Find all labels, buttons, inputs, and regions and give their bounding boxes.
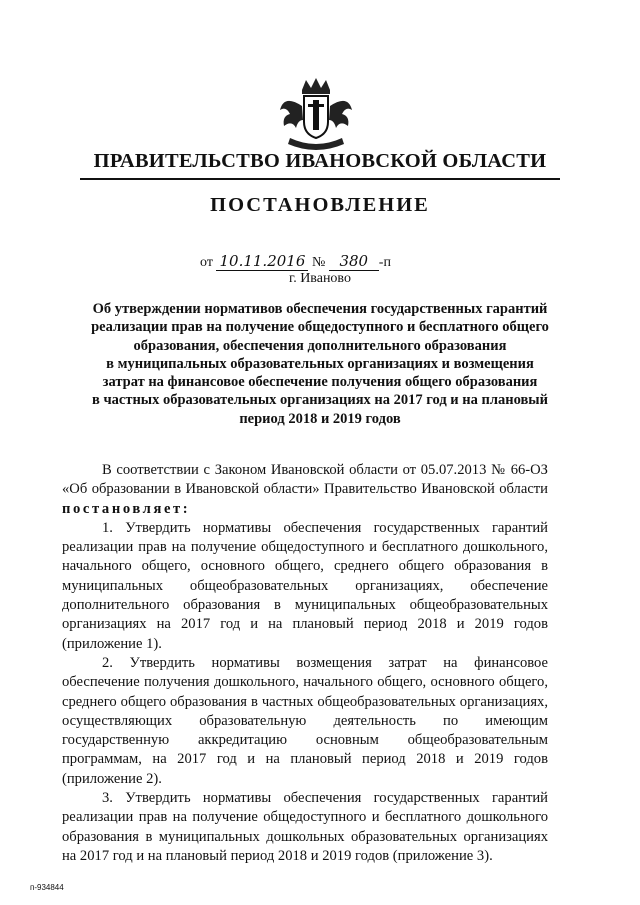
document-date: 10.11.2016	[216, 252, 308, 271]
intro-text: В соответствии с Законом Ивановской области от 05.07.2013 № 66-ОЗ «Об образовании в Ивановской области» Правительство Ивановской области	[62, 462, 548, 498]
document-body	[62, 461, 548, 866]
decree-word: постановляет:	[62, 500, 191, 517]
heading-line: период 2018 и 2019 годов	[239, 410, 401, 427]
heading-line: образования, обеспечения дополнительного образования	[133, 337, 507, 354]
item-paragraph: 3. Утвердить нормативы обеспечения государственных гарантий реализации прав на получение общедоступного и бесплатного дошкольного образования в муниципальных дошкольных образовательных организациях на 2017 год и на плановый период 2018 и 2019 годов (приложение 3).	[62, 790, 548, 864]
heading-line: в частных образовательных организациях на 2017 год и на плановый	[92, 392, 548, 409]
title-underline	[80, 178, 560, 180]
org-title: ПРАВИТЕЛЬСТВО ИВАНОВСКОЙ ОБЛАСТИ	[93, 150, 547, 172]
heading-line: в муниципальных образовательных организациях и возмещения	[106, 355, 534, 372]
coat-of-arms-icon	[272, 76, 360, 156]
intro-paragraph	[62, 461, 548, 519]
number-suffix: -п	[378, 255, 391, 270]
date-prefix: от	[200, 255, 213, 270]
footer-code: п-934844	[30, 883, 64, 892]
document-heading	[60, 300, 580, 428]
heading-line: затрат на финансовое обеспечение получения общего образования	[102, 374, 538, 391]
item-paragraph: 1. Утвердить нормативы обеспечения государственных гарантий реализации прав на получение общедоступного и бесплатного дошкольного, начального общего, основного общего, среднего общего образования в муниципальных общеобразовательных организациях, обеспечение дополнительного образования в муниципальных общеобразовательных организациях на 2017 год и на плановый период 2018 и 2019 годов (приложение 1).	[62, 519, 548, 652]
doc-type-heading: ПОСТАНОВЛЕНИЕ	[210, 194, 430, 216]
document-number: 380	[329, 252, 379, 271]
heading-line: Об утверждении нормативов обеспечения государственных гарантий	[92, 301, 548, 317]
item-paragraph: 2. Утвердить нормативы возмещения затрат на финансовое обеспечение получения дошкольного, начального общего, основного общего, среднего общего образования в частных общеобразовательных организациях, осуществляющих образовательную деятельность по имеющим государственную аккредитацию основным общеобразовательным программам, на 2017 год и на плановый период 2018 и 2019 годов (приложение 2).	[62, 654, 548, 787]
city-line: г. Иваново	[289, 271, 351, 286]
registration-line	[200, 252, 391, 271]
heading-line: реализации прав на получение общедоступного и бесплатного общего	[91, 319, 549, 336]
number-sign: №	[311, 255, 326, 270]
